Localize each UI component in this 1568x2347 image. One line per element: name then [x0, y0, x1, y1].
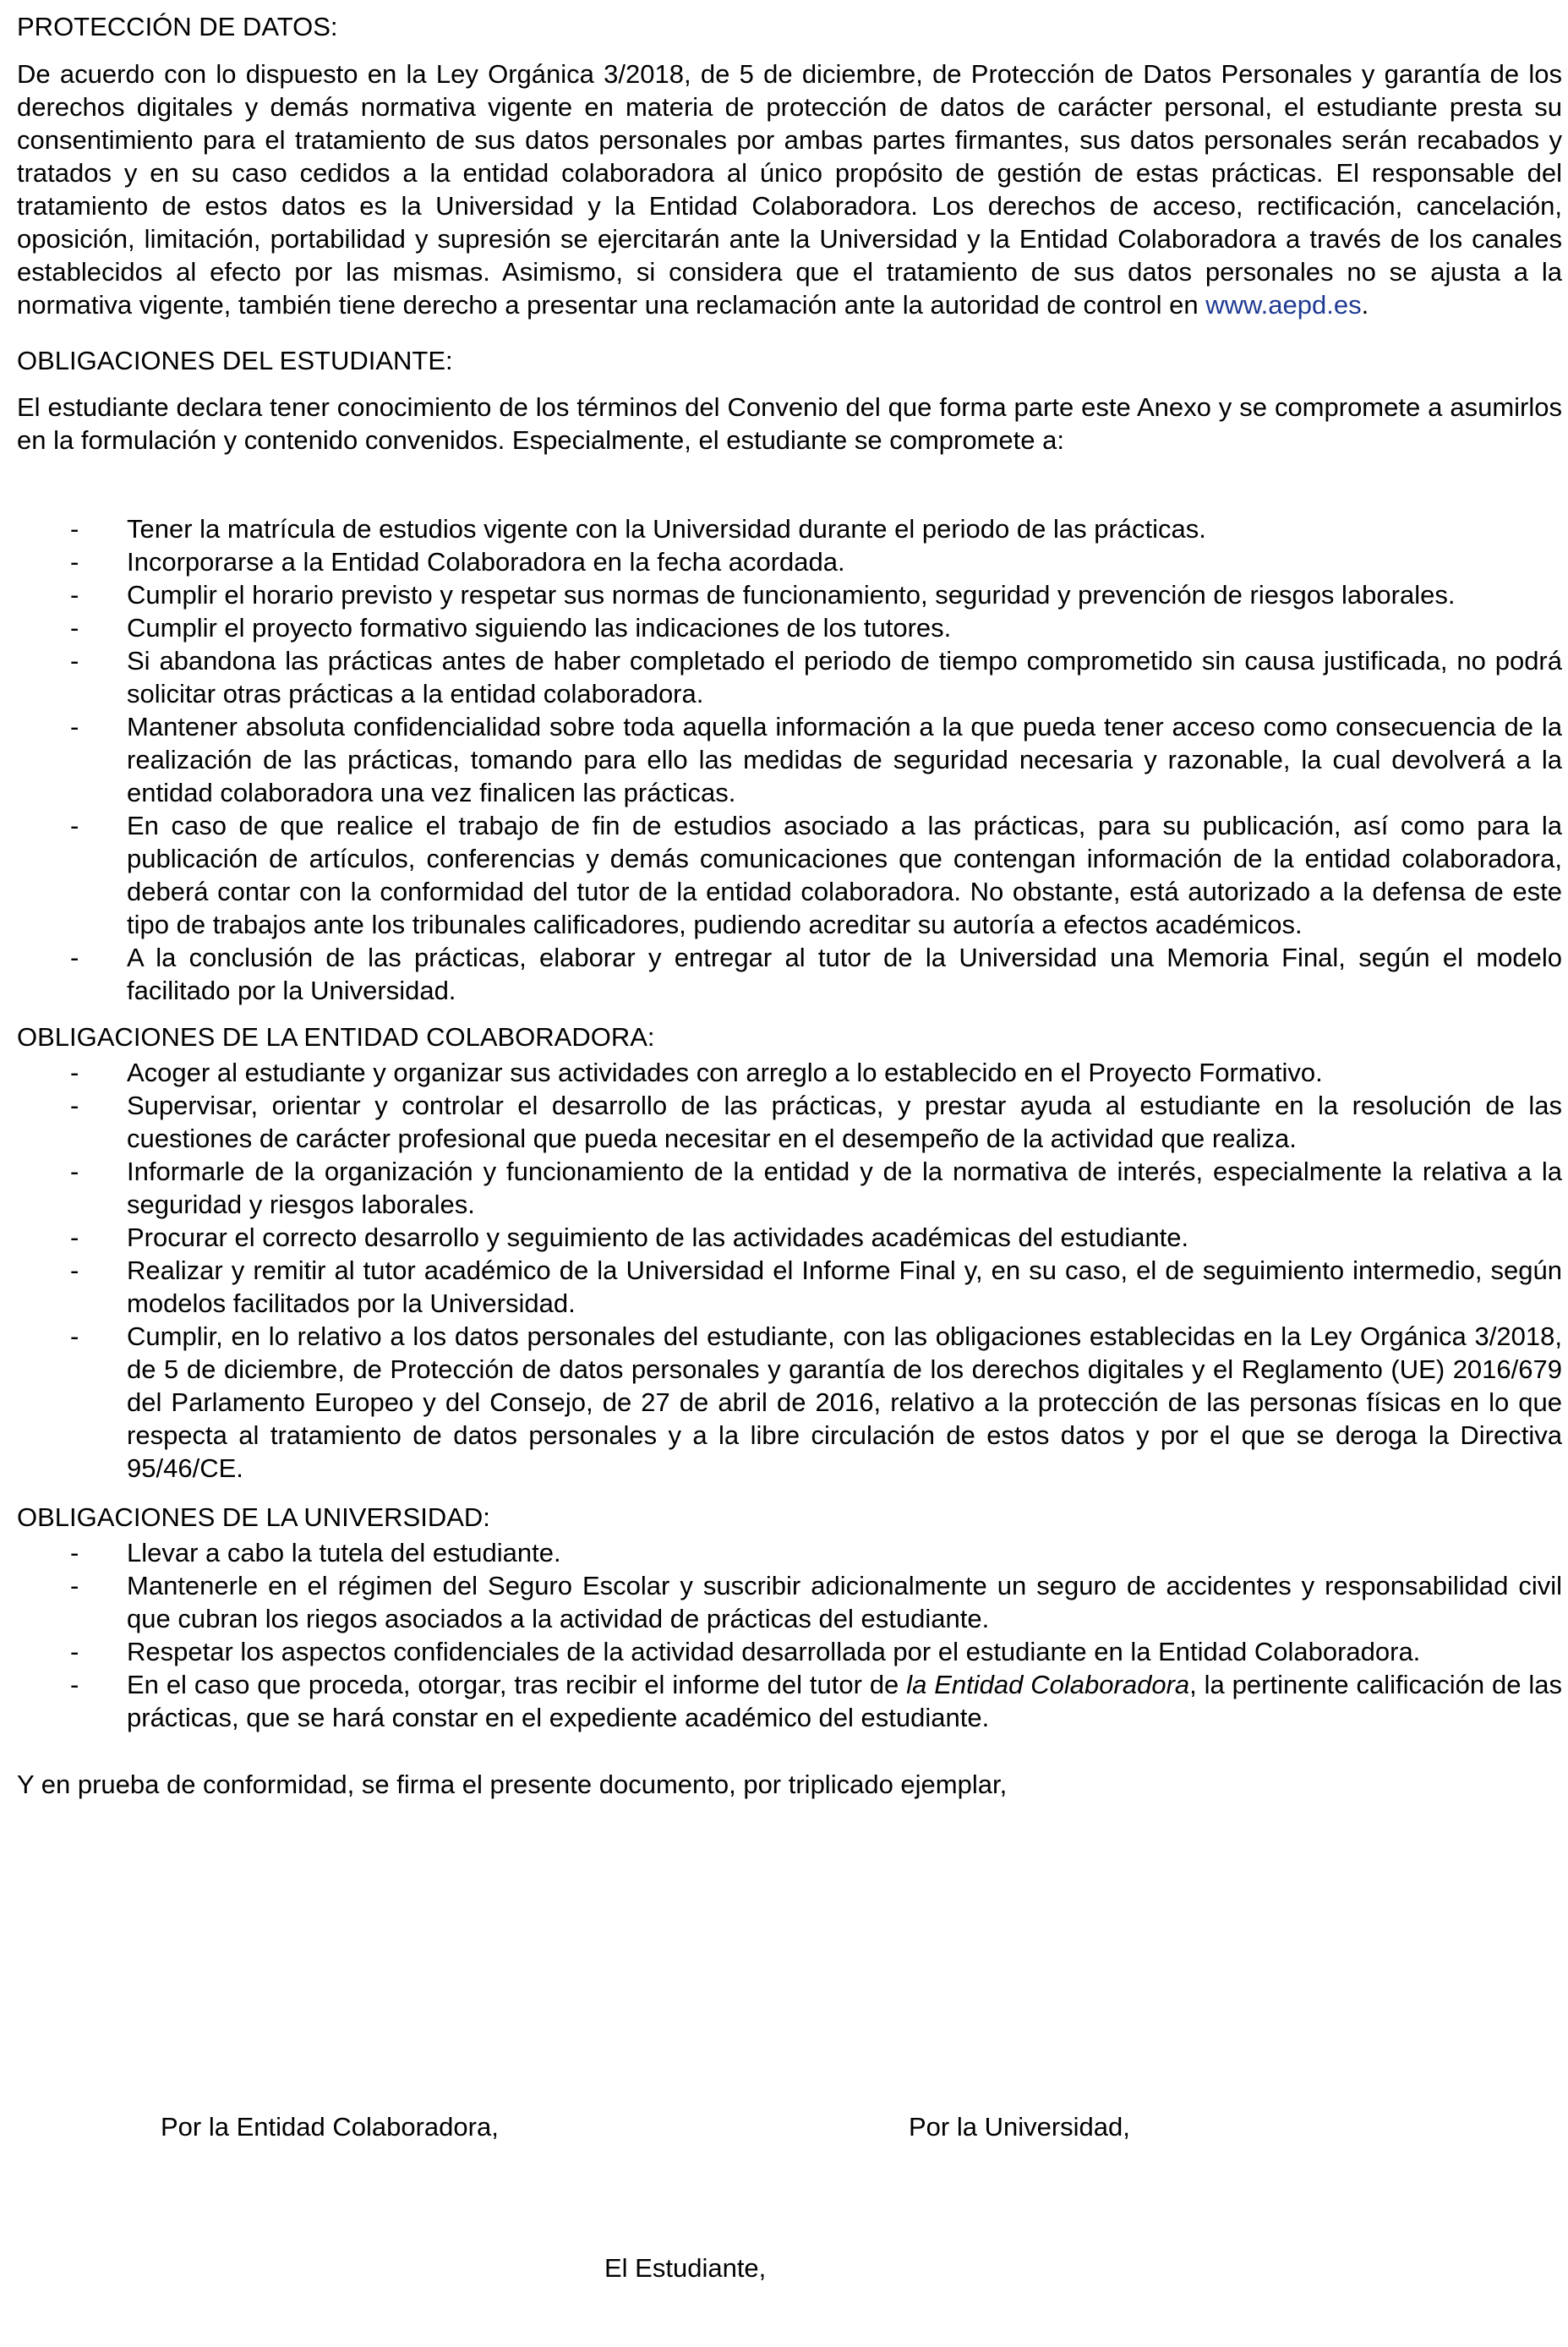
list-item	[17, 710, 1562, 809]
list-item	[17, 1221, 1562, 1254]
list-item-text: Si abandona las prácticas antes de haber completado el periodo de tiempo comprometido sin causa justificada, no podrá solicitar otras prácticas a la entidad colaboradora.	[127, 646, 1562, 708]
list-item	[17, 809, 1562, 941]
list-item-text-italic: la Entidad Colaboradora	[906, 1670, 1190, 1699]
list-item-text: En caso de que realice el trabajo de fin de estudios asociado a las prácticas, para su publicación, así como para la publicación de artículos, conferencias y demás comunicaciones que contengan información de la entidad colaboradora, deberá contar con la conformidad del tutor de la entidad colaboradora. No obstante, está autorizado a la defensa de este tipo de trabajos ante los tribunales calificadores, pudiendo acreditar su autoría a efectos académicos.	[127, 811, 1562, 939]
bullet-dash: -	[70, 613, 79, 643]
list-item	[17, 578, 1562, 611]
list-item-text: Procurar el correcto desarrollo y seguimiento de las actividades académicas del estudiante.	[127, 1223, 1189, 1252]
list-item	[17, 1668, 1562, 1734]
bullet-dash: -	[70, 943, 79, 972]
list-item	[17, 1635, 1562, 1668]
signature-row	[0, 2110, 1568, 2144]
list-item-text-after: , la pertinente calificación de las prácticas, que se hará constar en el expediente académico del estudiante.	[127, 1670, 1563, 1732]
paragraph-obligaciones-estudiante: El estudiante declara tener conocimiento de los términos del Convenio del que forma parte este Anexo y se compromete a asumirlos en la formulación y contenido convenidos. Especialmente, el estudiante se compromete a:	[17, 392, 1562, 455]
bullet-dash: -	[70, 1571, 79, 1600]
list-item-text-before: En el caso que proceda, otorgar, tras recibir el informe del tutor de	[127, 1670, 907, 1699]
bullet-dash: -	[70, 1538, 79, 1567]
list-item-text: Acoger al estudiante y organizar sus actividades con arreglo a lo establecido en el Proyecto Formativo.	[127, 1058, 1323, 1087]
bullet-dash: -	[70, 1223, 79, 1252]
list-item	[17, 1056, 1562, 1089]
list-item-text	[127, 1668, 1562, 1734]
closing-statement: Y en prueba de conformidad, se firma el presente documento, por triplicado ejemplar,	[17, 1770, 1008, 1799]
bullet-dash: -	[70, 1157, 79, 1186]
bullet-dash: -	[70, 712, 79, 741]
signature-label-universidad: Por la Universidad,	[909, 2112, 1130, 2142]
bullet-dash: -	[70, 580, 79, 610]
list-obligaciones-universidad	[17, 1536, 1562, 1734]
list-item-text: Cumplir el proyecto formativo siguiendo las indicaciones de los tutores.	[127, 613, 952, 643]
list-item-text: Tener la matrícula de estudios vigente con la Universidad durante el periodo de las prácticas.	[127, 514, 1206, 544]
document-page	[17, 10, 1562, 1801]
bullet-dash: -	[70, 514, 79, 544]
list-item	[17, 941, 1562, 1007]
list-item-text: Mantenerle en el régimen del Seguro Escolar y suscribir adicionalmente un seguro de accidentes y responsabilidad civil que cubran los riegos asociados a la actividad de prácticas del estudiante.	[127, 1571, 1562, 1633]
signature-label-entidad: Por la Entidad Colaboradora,	[161, 2112, 499, 2142]
list-item-text: Cumplir el horario previsto y respetar sus normas de funcionamiento, seguridad y prevención de riesgos laborales.	[127, 580, 1456, 610]
section-heading-obligaciones-universidad: OBLIGACIONES DE LA UNIVERSIDAD:	[17, 1502, 490, 1532]
list-obligaciones-estudiante	[17, 512, 1562, 1007]
list-item-text: A la conclusión de las prácticas, elaborar y entregar al tutor de la Universidad una Memoria Final, según el modelo facilitado por la Universidad.	[127, 943, 1562, 1005]
list-item	[17, 1569, 1562, 1635]
bullet-dash: -	[70, 1670, 79, 1699]
bullet-dash: -	[70, 646, 79, 676]
list-item	[17, 611, 1562, 644]
list-item	[17, 1536, 1562, 1569]
section-heading-proteccion-datos: PROTECCIÓN DE DATOS:	[17, 12, 338, 41]
list-item-text: Respetar los aspectos confidenciales de la actividad desarrollada por el estudiante en la Entidad Colaboradora.	[127, 1637, 1421, 1666]
list-item-text: Incorporarse a la Entidad Colaboradora en la fecha acordada.	[127, 547, 845, 577]
proteccion-link-after: .	[1361, 290, 1369, 320]
aepd-link[interactable]: www.aepd.es	[1205, 290, 1362, 320]
bullet-dash: -	[70, 1321, 79, 1351]
section-heading-obligaciones-entidad: OBLIGACIONES DE LA ENTIDAD COLABORADORA:	[17, 1022, 655, 1052]
list-obligaciones-entidad	[17, 1056, 1562, 1485]
list-item-text: Realizar y remitir al tutor académico de la Universidad el Informe Final y, en su caso, el de seguimiento intermedio, según modelos facilitados por la Universidad.	[127, 1256, 1562, 1318]
bullet-dash: -	[70, 547, 79, 577]
bullet-dash: -	[70, 1637, 79, 1666]
list-item-text: Informarle de la organización y funcionamiento de la entidad y de la normativa de interés, especialmente la relativa a la seguridad y riesgos laborales.	[127, 1157, 1562, 1219]
list-item	[17, 545, 1562, 578]
list-item	[17, 512, 1562, 545]
list-item-text: Mantener absoluta confidencialidad sobre toda aquella información a la que pueda tener acceso como consecuencia de la realización de las prácticas, tomando para ello las medidas de seguridad necesaria y razonable, la cual devolverá a la entidad colaboradora una vez finalicen las prácticas.	[127, 712, 1562, 807]
list-item	[17, 1320, 1562, 1485]
bullet-dash: -	[70, 811, 79, 840]
list-item	[17, 1089, 1562, 1155]
bullet-dash: -	[70, 1058, 79, 1087]
list-item	[17, 644, 1562, 710]
list-item	[17, 1254, 1562, 1320]
proteccion-text: De acuerdo con lo dispuesto en la Ley Orgánica 3/2018, de 5 de diciembre, de Protección de Datos Personales y garantía de los derechos digitales y demás normativa vigente en materia de protección de datos de carácter personal, el estudiante presta su consentimiento para el tratamiento de sus datos personales por ambas partes firmantes, sus datos personales serán recabados y tratados y en su caso cedidos a la entidad colaboradora al único propósito de gestión de estas prácticas. El responsable del tratamiento de estos datos es la Universidad y la Entidad Colaboradora. Los derechos de acceso, rectificación, cancelación, oposición, limitación, portabilidad y supresión se ejercitarán ante la Universidad y la Entidad Colaboradora a través de los canales establecidos al efecto por las mismas. Asimismo, si considera que el tratamiento de sus datos personales no se ajusta a la normativa vigente, también tiene derecho a presentar una reclamación ante la autoridad de control en	[17, 59, 1562, 320]
bullet-dash: -	[70, 1091, 79, 1120]
list-item-text: Supervisar, orientar y controlar el desarrollo de las prácticas, y prestar ayuda al estudiante en la resolución de las cuestiones de carácter profesional que pueda necesitar en el desempeño de la actividad que realiza.	[127, 1091, 1562, 1153]
bullet-dash: -	[70, 1256, 79, 1285]
list-item-text: Llevar a cabo la tutela del estudiante.	[127, 1538, 561, 1567]
signature-label-estudiante: El Estudiante,	[604, 2253, 767, 2283]
list-item	[17, 1155, 1562, 1221]
section-heading-obligaciones-estudiante: OBLIGACIONES DEL ESTUDIANTE:	[17, 346, 453, 375]
paragraph-proteccion-datos	[17, 57, 1562, 321]
list-item-text: Cumplir, en lo relativo a los datos personales del estudiante, con las obligaciones establecidas en la Ley Orgánica 3/2018, de 5 de diciembre, de Protección de datos personales y garantía de los derechos digitales y el Reglamento (UE) 2016/679 del Parlamento Europeo y del Consejo, de 27 de abril de 2016, relativo a la protección de las personas físicas en lo que respecta al tratamiento de datos personales y a la libre circulación de estos datos y por el que se deroga la Directiva 95/46/CE.	[127, 1321, 1562, 1483]
